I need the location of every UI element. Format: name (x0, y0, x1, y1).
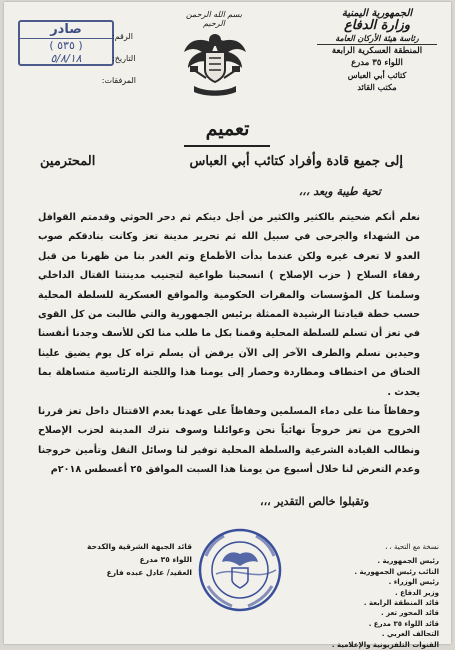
cc-item: القنوات التلفزيونية والإعلامية . (331, 640, 439, 649)
ref-label: الرقم: (112, 32, 133, 41)
signature-unit: اللواء ٣٥ مدرع (139, 555, 192, 564)
closing: وتقبلوا خالص التقدير ،،، (260, 495, 369, 508)
greeting: تحية طيبة وبعد ،،، (298, 185, 381, 198)
letterhead-right (317, 8, 437, 93)
cc-item: النائب رئيس الجمهورية . (354, 567, 439, 576)
stamp-date: ٥/٨/١٨ (50, 52, 82, 65)
cc-item: قائد المحور تعز . (381, 609, 439, 618)
letterhead-region: المنطقة العسكرية الرابعة (331, 46, 423, 56)
cc-item: رئيس الوزراء . (388, 578, 439, 587)
stamp-title: صادر (20, 22, 112, 39)
official-seal-icon (196, 526, 284, 614)
signature-block (62, 540, 192, 579)
cc-list (327, 542, 439, 650)
eagle-emblem-icon (180, 26, 250, 98)
date-label: التاريخ: (112, 54, 136, 63)
letterhead-brigade: اللواء ٣٥ مدرع (351, 58, 403, 68)
letterhead-staff: رئاسة هيئة الأركان العامة (317, 32, 437, 45)
letterhead-ministry: وزارة الدفاع (343, 18, 411, 33)
signature-name: العقيد/ عادل عبده فارع (106, 568, 192, 577)
letterhead-country: الجمهورية اليمنية (341, 8, 413, 19)
cc-item: وزير الدفاع . (395, 588, 439, 597)
stamp-number: ( ٥٣٥ ) (49, 39, 83, 52)
letterhead-office: مكتب القائد (357, 82, 397, 92)
basmala: بسم الله الرحمن الرحيم (185, 10, 243, 28)
signature-title: قائد الجبهة الشرقية والكدحة (87, 542, 192, 551)
body-paragraph: نعلم أنكم ضحيتم بالكثير والكثير من أجل دينكم ثم دحر الحوثي وقدمتم القوافل من الشهداء والجرحى في سبيل الله ثم تحرير مدينة تعز وكانت بنادقكم صوب العدو لا تعرف غيره ولكن عندما بدأت الأطماع وتم الغدر بنا من ظهرنا من قبل رفقاء السلاح ( حزب الإصلاح ) انسحبنا طواعية لتجنيب مدينتنا القتال الداخلي وسلمنا كل المؤسسات والمقرات الحكومية والمواقع العسكرية للسلطة المحلية حسب خطة قيادتنا الرشيدة الممثلة برئيس الجمهورية والتي طالبت من كل القوى في تعز أن تسلم للسلطة المحلية وقمنا بكل ما طلب منا لكن للأسف وجدنا أنفسنا وحيدين نسلم والطرف الآخر إلى الآن يرفض أن يسلم تراه كل يوم يضيق علينا الخناق من اختطاف ومطاردة وحصار إلى يومنا هذا واللجنة الرئاسية متساهلة بما يحدث . (38, 212, 420, 398)
cc-item: قائد المنطقة الرابعة . (363, 599, 439, 608)
letterhead-battalions: كتائب أبي العباس (347, 70, 407, 80)
letter-body (38, 208, 420, 480)
document-page (4, 2, 451, 649)
page-title: تعميم (205, 118, 250, 140)
attachments-label: المرفقات: (101, 76, 136, 85)
addressee: إلى جميع قادة وأفراد كتائب أبي العباس (189, 154, 403, 169)
cc-item: قائد اللواء ٣٥ مدرع . (368, 619, 439, 628)
outgoing-stamp (18, 20, 114, 66)
body-paragraph: وحفاظاً منا على دماء المسلمين وحفاظاً على عهدنا بعدم الاقتتال داخل تعز قررنا الخروج من تعز خروجاً نهائياً نحن وعوائلنا وسوف نترك المدينة لحزب الإصلاح ونطالب القيادة الشرعية والسلطة المحلية توفير لنا وسائل النقل وتأمين خروجنا وعدم التعرض لنا خلال أسبوع من يومنا هذا السبت الموافق ٢٥ أغسطس ٢٠١٨م (38, 406, 420, 476)
cc-item: رئيس الجمهورية . (377, 557, 439, 566)
cc-item: التحالف العربي . (381, 630, 439, 639)
title-underline (184, 145, 270, 147)
honorific: المحترمين (40, 154, 96, 169)
cc-heading: نسخة مع التحية ، ، (385, 543, 439, 551)
